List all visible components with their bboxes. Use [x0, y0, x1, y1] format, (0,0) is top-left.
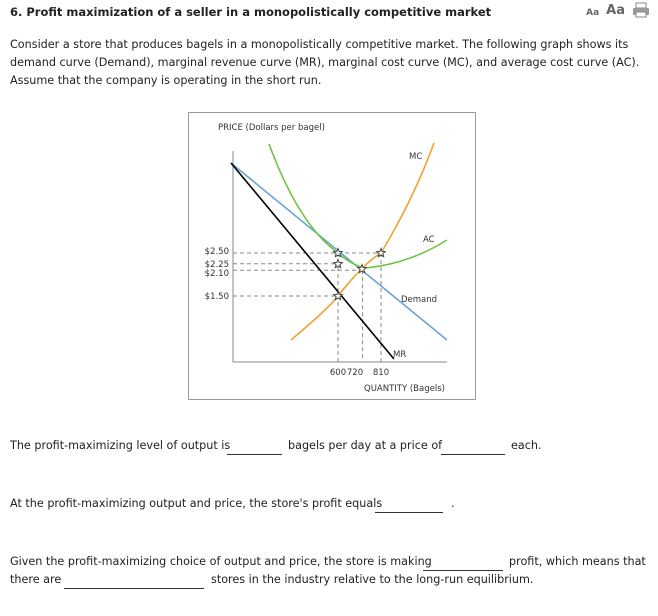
store-count-dropdown[interactable] — [64, 588, 204, 589]
q1-text-1: The profit-maximizing level of output is — [10, 439, 231, 452]
x-tick-label: 720 — [346, 368, 364, 378]
y-tick-label: $2.25 — [204, 260, 229, 270]
q2-text-2: . — [451, 497, 455, 510]
q3-text-2: profit, which means that — [509, 555, 646, 568]
graph-panel — [188, 112, 476, 400]
font-size-large-button[interactable]: Aa — [606, 3, 625, 18]
x-tick-label: 600 — [329, 368, 347, 378]
font-size-small-button[interactable]: Aa — [586, 8, 600, 18]
profit-answer-field[interactable] — [375, 512, 443, 513]
quantity-answer-field[interactable] — [227, 454, 282, 455]
q3-text-4: stores in the industry relative to the long-run equilibrium. — [211, 573, 534, 586]
q3-text-3: there are — [10, 573, 62, 586]
x-tick-label: 810 — [372, 368, 390, 378]
q1-text-3: each. — [511, 439, 542, 452]
mc-curve-label: MC — [409, 152, 423, 162]
point-marker — [334, 260, 343, 268]
y-tick-label: $1.50 — [204, 292, 229, 302]
profit-type-dropdown[interactable] — [423, 570, 503, 571]
price-answer-field[interactable] — [441, 454, 505, 455]
q1-text-2: bagels per day at a price of — [288, 439, 443, 452]
intro-text: Consider a store that produces bagels in a monopolistically competitive market. The following graph shows its demand curve (Demand), marginal revenue curve (MR), marginal cost curve (MC), and average cost curve (AC). Assume that the company is operating in the short run. — [10, 38, 640, 87]
y-axis-label: PRICE (Dollars per bagel) — [218, 123, 325, 133]
mc-curve — [291, 143, 434, 340]
ac-curve — [269, 144, 447, 268]
print-button[interactable] — [632, 2, 650, 18]
q3-text-1: Given the profit-maximizing choice of output and price, the store is making — [10, 555, 432, 568]
mr-curve-label: MR — [393, 350, 407, 360]
cost-curves-chart — [189, 113, 477, 401]
demand-curve-label: Demand — [401, 295, 438, 305]
y-tick-label: $2.10 — [204, 269, 229, 279]
y-tick-label: $2.50 — [204, 247, 229, 257]
question-title: 6. Profit maximization of a seller in a monopolistically competitive market — [10, 5, 492, 19]
q2-text-1: At the profit-maximizing output and price, the store's profit equals — [10, 497, 383, 510]
print-icon — [632, 2, 650, 18]
ac-curve-label: AC — [423, 235, 435, 245]
font-tools — [586, 2, 650, 18]
x-axis-label: QUANTITY (Bagels) — [364, 384, 445, 394]
